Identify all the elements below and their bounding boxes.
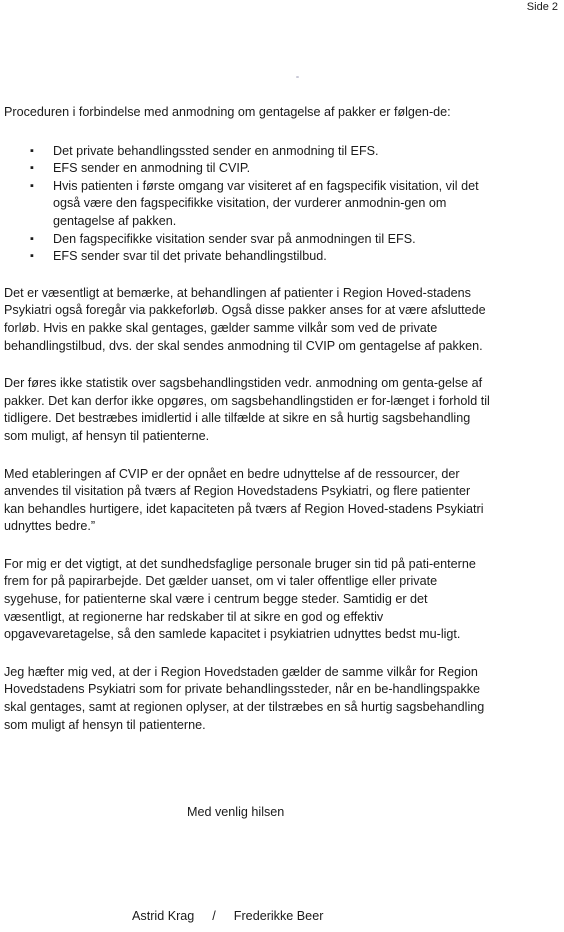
signatory-name: Astrid Krag <box>132 909 195 923</box>
bullet-icon: ▪ <box>30 232 34 245</box>
body-paragraph: Der føres ikke statistik over sagsbehandlingstiden vedr. anmodning om genta-gelse af pakker. Det kan derfor ikke opgøres, om sagsbehandlingstiden er for-længet i forhold til tidligere. Det bestræbes imidlertid i alle tilfælde at sikre en så hurtig sagsbehandling som muligt, af hensyn til patienterne. <box>4 376 490 443</box>
closing-greeting: Med venlig hilsen <box>187 805 285 819</box>
list-item-text: EFS sender svar til det private behandlingstilbud. <box>53 249 327 264</box>
list-item-text: EFS sender en anmodning til CVIP. <box>53 161 251 176</box>
scan-speck <box>296 76 299 78</box>
procedure-list <box>4 143 490 266</box>
body-paragraph: For mig er det vigtigt, at det sundhedsfaglige personale bruger sin tid på pati-enterne frem for på papirarbejde. Det gælder uanset, om vi taler offentlige eller private sygehuse, for patienterne skal være i centrum begge steder. Samtidig er det væsentligt, at regionerne har redskaber til at sikre en god og effektiv opgavevaretagelse, så den samlede kapacitet i psykiatrien udnyttes bedst mu-ligt. <box>4 556 476 642</box>
signatory-name: Frederikke Beer <box>233 909 324 923</box>
bullet-icon: ▪ <box>30 250 34 263</box>
signature-line <box>132 909 323 923</box>
signature-separator: / <box>212 909 216 923</box>
document-body <box>4 104 490 734</box>
list-item-text: Den fagspecifikke visitation sender svar på anmodningen til EFS. <box>53 231 416 246</box>
list-item-text: Det private behandlingssted sender en anmodning til EFS. <box>53 143 379 158</box>
list-item <box>4 231 490 249</box>
list-item <box>4 160 490 178</box>
body-paragraph: Jeg hæfter mig ved, at der i Region Hovedstaden gælder de samme vilkår for Region Hovedstadens Psykiatri som for private behandlingssteder, når en be-handlingspakke skal gentages, samt at regionen oplyser, at der tilstræbes en så hurtig sagsbehandling som muligt af hensyn til patienterne. <box>4 664 485 732</box>
list-item-text: Hvis patienten i første omgang var visiteret af en fagspecifik visitation, vil det også være den fagspecifikke visitation, der vurderer anmodnin-gen om gentagelse af pakken. <box>53 178 479 228</box>
page-number: Side 2 <box>526 1 558 13</box>
bullet-icon: ▪ <box>30 179 34 192</box>
intro-paragraph: Proceduren i forbindelse med anmodning om gentagelse af pakker er følgen-de: <box>4 105 451 119</box>
body-paragraph: Med etableringen af CVIP er der opnået en bedre udnyttelse af de ressourcer, der anvendes til visitation på tværs af Region Hovedstadens Psykiatri, og flere patienter kan behandles hurtigere, idet kapaciteten på tværs af Region Hoved-stadens Psykiatri udnyttes bedre.” <box>4 466 484 534</box>
body-paragraph: Det er væsentligt at bemærke, at behandlingen af patienter i Region Hoved-stadens Psykiatri også foregår via pakkeforløb. Også disse pakker anses for at være afsluttede forløb. Hvis en pakke skal gentages, gælder samme vilkår som ved de private behandlingstilbud, dvs. der skal sendes anmodning til CVIP om gentagelse af pakken. <box>4 285 486 353</box>
list-item <box>4 248 490 266</box>
bullet-icon: ▪ <box>30 144 34 157</box>
bullet-icon: ▪ <box>30 162 34 175</box>
list-item <box>4 178 490 231</box>
list-item <box>4 143 490 161</box>
